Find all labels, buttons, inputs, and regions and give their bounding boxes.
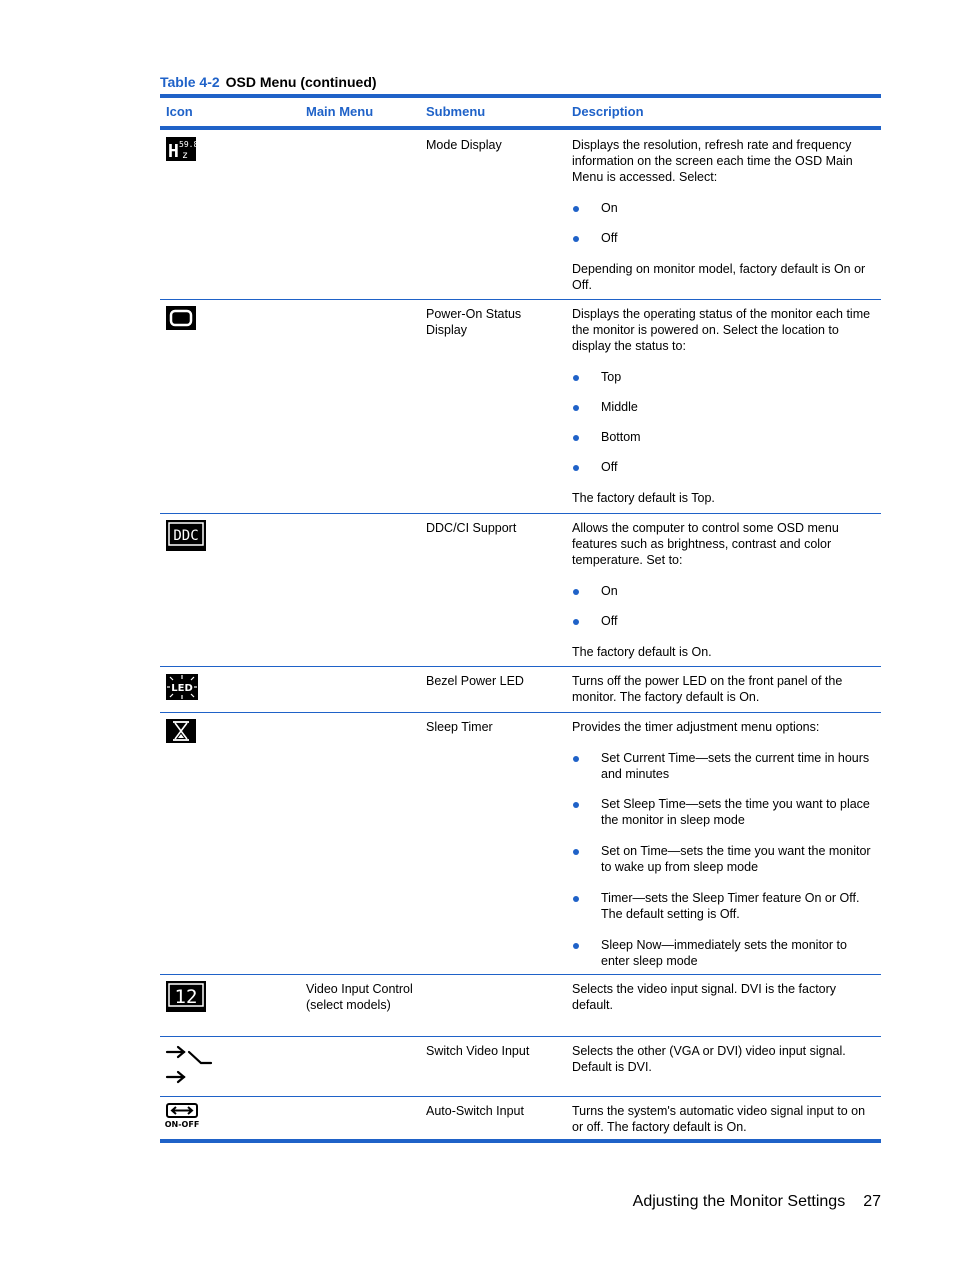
list-item: Sleep Now—immediately sets the monitor to enter sleep mode [572,937,878,969]
description-bezel-led [572,673,878,705]
mode-display-icon [166,137,199,166]
list-item: Off [572,230,878,246]
description-video-input [572,981,878,1013]
power-on-status-icon [166,306,196,335]
description-note: Depending on monitor model, factory default is On or Off. [572,262,866,292]
description-switch-video-input [572,1043,878,1075]
svg-text:z: z [182,150,189,161]
page-footer [633,1193,881,1211]
ddc-ci-icon [166,520,206,556]
description-intro: Displays the resolution, refresh rate and frequency information on the screen each time the OSD Main Menu is accessed. Select: [572,138,853,184]
list-item: Set Sleep Time—sets the time you want to place the monitor in sleep mode [572,796,878,828]
list-item: Timer—sets the Sleep Timer feature On or Off. The default setting is Off. [572,890,878,922]
description-mode-display [572,137,878,293]
video-input-icon [166,981,206,1017]
submenu-sleep-timer: Sleep Timer [426,720,493,734]
svg-text:LED: LED [171,683,193,694]
description-note: The factory default is Top. [572,491,715,505]
svg-text:H: H [168,141,179,162]
description-intro: Allows the computer to control some OSD menu features such as brightness, contrast and color temperature. Set to: [572,521,839,567]
submenu-auto-switch-input: Auto-Switch Input [426,1104,524,1118]
footer-section-title: Adjusting the Monitor Settings [632,1193,846,1210]
list-item: Middle [572,399,878,415]
row-divider [160,1096,881,1097]
description-intro: Selects the other (VGA or DVI) video input signal. Default is DVI. [572,1044,846,1074]
header-icon: Icon [166,104,193,119]
description-intro: Provides the timer adjustment menu options: [572,720,820,734]
svg-text:DDC: DDC [173,528,199,544]
list-item: Set on Time—sets the time you want the monitor to wake up from sleep mode [572,843,878,875]
description-sleep-timer [572,719,878,969]
table-bottom-rule [160,1139,881,1143]
description-auto-switch-input [572,1103,878,1135]
row-divider [160,974,881,975]
description-intro: Turns the system's automatic video signal input to on or off. The factory default is On. [572,1104,866,1134]
list-item: Off [572,613,878,629]
description-intro: Turns off the power LED on the front panel of the monitor. The factory default is On. [572,674,843,704]
row-divider [160,712,881,713]
list-item: Off [572,459,878,475]
header-bottom-rule [160,126,881,130]
submenu-bezel-led: Bezel Power LED [426,674,524,688]
row-divider [160,299,881,300]
main-menu-video-input: Video Input Control (select models) [306,982,413,1012]
auto-switch-input-icon [166,1103,200,1134]
list-item: Set Current Time—sets the current time in hours and minutes [572,750,878,782]
svg-text:ON-OFF: ON-OFF [164,1120,200,1129]
header-submenu: Submenu [426,104,486,119]
description-intro: Selects the video input signal. DVI is the factory default. [572,982,837,1012]
description-ddc-ci [572,520,878,660]
header-main-menu: Main Menu [306,104,374,119]
switch-video-input-icon [166,1044,214,1091]
list-item: On [572,200,878,216]
submenu-mode-display: Mode Display [426,138,502,152]
list-item: Top [572,369,878,385]
svg-text:12: 12 [174,986,198,1008]
row-divider [160,1036,881,1037]
page-number: 27 [863,1193,881,1210]
list-item: Bottom [572,429,878,445]
description-note: The factory default is On. [572,645,712,659]
description-intro: Displays the operating status of the monitor each time the monitor is powered on. Select the location to display the status to: [572,307,871,353]
submenu-ddc-ci: DDC/CI Support [426,521,517,535]
table-number: Table 4-2 [160,74,220,90]
submenu-power-on-status: Power-On Status Display [426,307,522,337]
header-description: Description [572,104,644,119]
svg-text:59.8: 59.8 [179,140,199,149]
row-divider [160,666,881,667]
description-power-on-status [572,306,878,506]
list-item: On [572,583,878,599]
row-divider [160,513,881,514]
header-top-rule [160,94,881,98]
table-title: OSD Menu (continued) [225,74,377,90]
sleep-timer-icon [166,719,196,748]
submenu-switch-video-input: Switch Video Input [426,1044,530,1058]
bezel-led-icon [166,674,198,705]
table-caption [160,74,377,90]
